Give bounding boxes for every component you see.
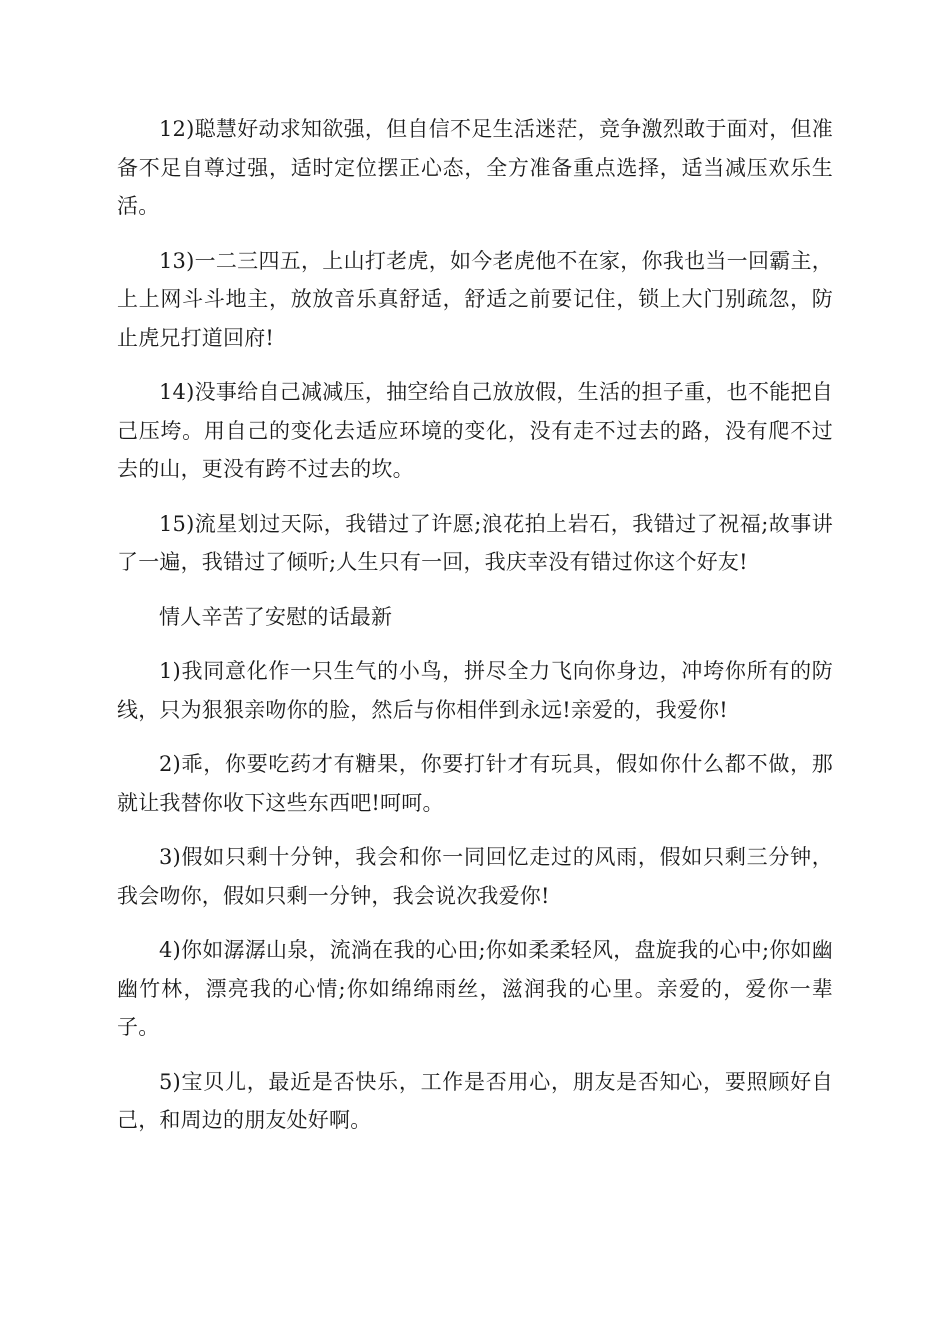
- paragraph-4: 4)你如潺潺山泉，流淌在我的心田;你如柔柔轻风，盘旋我的心中;你如幽幽竹林，漂亮我的心情;你如绵绵雨丝，滋润我的心里。亲爱的，爱你一辈子。: [117, 938, 833, 1039]
- paragraph-14: 14)没事给自己减减压，抽空给自己放放假，生活的担子重，也不能把自己压垮。用自己的变化去适应环境的变化，没有走不过去的路，没有爬不过去的山，更没有跨不过去的坎。: [117, 380, 833, 481]
- section-heading: 情人辛苦了安慰的话最新: [159, 604, 393, 629]
- paragraph-12: 12)聪慧好动求知欲强，但自信不足生活迷茫，竞争激烈敢于面对，但准备不足自尊过强，适时定位摆正心态，全方准备重点选择，适当减压欢乐生活。: [117, 117, 833, 218]
- paragraph-3: 3)假如只剩十分钟，我会和你一同回忆走过的风雨，假如只剩三分钟，我会吻你，假如只剩一分钟，我会说次我爱你!: [117, 845, 833, 908]
- document-page: [117, 110, 833, 1156]
- paragraph-2: 2)乖，你要吃药才有糖果，你要打针才有玩具，假如你什么都不做，那就让我替你收下这些东西吧!呵呵。: [117, 752, 833, 815]
- paragraph-15: 15)流星划过天际，我错过了许愿;浪花拍上岩石，我错过了祝福;故事讲了一遍，我错过了倾听;人生只有一回，我庆幸没有错过你这个好友!: [117, 511, 833, 574]
- paragraph-1: 1)我同意化作一只生气的小鸟，拼尽全力飞向你身边，冲垮你所有的防线，只为狠狠亲吻你的脸，然后与你相伴到永远!亲爱的，我爱你!: [117, 659, 833, 722]
- paragraph-13: 13)一二三四五，上山打老虎，如今老虎他不在家，你我也当一回霸主，上上网斗斗地主，放放音乐真舒适，舒适之前要记住，锁上大门别疏忽，防止虎兄打道回府!: [117, 248, 833, 350]
- paragraph-5: 5)宝贝儿，最近是否快乐，工作是否用心，朋友是否知心，要照顾好自己，和周边的朋友处好啊。: [117, 1069, 833, 1132]
